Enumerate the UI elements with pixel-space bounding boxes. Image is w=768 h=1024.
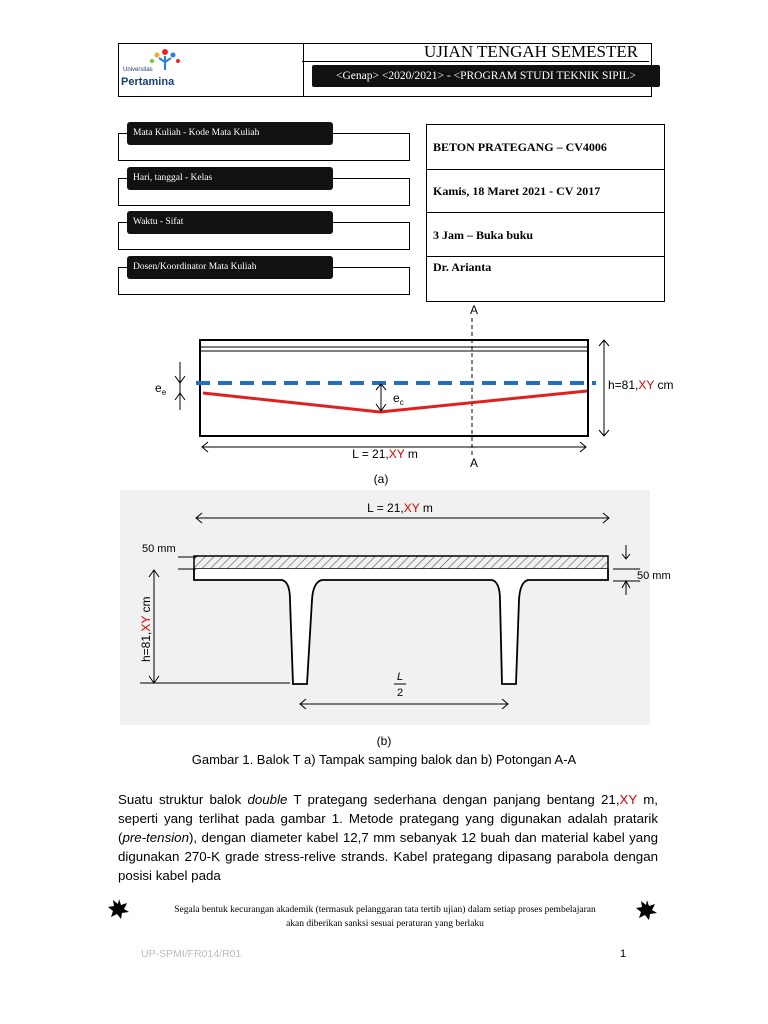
- figure-caption: Gambar 1. Balok T a) Tampak samping balok dan b) Potongan A-A: [191, 752, 577, 767]
- lecturer-value: Dr. Arianta: [433, 260, 492, 274]
- note-line-1: Segala bentuk kecurangan akademik (termasuk pelanggaran tata tertib ujian) dalam setiap proses pembelajaran: [174, 905, 596, 915]
- b-right-dim: 50 mm: [637, 570, 671, 582]
- time-value: 3 Jam – Buka buku: [427, 213, 664, 257]
- length-label: L = 21,XY m: [352, 447, 418, 461]
- ee-label: $e_e$: [155, 381, 167, 397]
- b-half-den: 2: [396, 687, 404, 699]
- university-logo: [119, 44, 304, 96]
- section-label-bottom: A: [469, 456, 479, 470]
- footer-ornament-left-icon: [108, 898, 130, 920]
- figure-a-tag: (a): [373, 472, 389, 486]
- question-paragraph: Suatu struktur balok double T prategang sederhana dengan panjang bentang 21,XY m, seperti yang terlihat pada gambar 1. Metode prategang yang digunakan adalah pratarik (pre-tension), dengan diameter kabel 12,7 mm sebanyak 12 buah dan material kabel yang digunakan 270-K grade stress-relive strands. Kabel prategang dipasang parabola dengan posisi kabel pada: [118, 792, 658, 883]
- b-top-left-dim: 50 mm: [142, 543, 176, 555]
- header-divider: [302, 61, 649, 62]
- date-value: Kamis, 18 Maret 2021 - CV 2017: [427, 170, 664, 213]
- figure-b-tag: (b): [376, 734, 392, 748]
- b-half-num: L: [396, 671, 404, 683]
- footer-ornament-right-icon: [636, 899, 658, 921]
- b-height-label: h=81,XY cm: [139, 596, 153, 662]
- beam-outline: [200, 340, 588, 436]
- height-label: h=81,XY cm: [608, 378, 674, 392]
- lecturer-label: Dosen/Koordinator Mata Kuliah: [127, 256, 333, 279]
- page-number: 1: [620, 948, 627, 960]
- semester-bar: <Genap> <2020/2021> - <PROGRAM STUDI TEKNIK SIPIL>: [312, 65, 660, 87]
- section-label-top: A: [469, 303, 479, 317]
- document-code: UP-SPMI/FR014/R01: [141, 948, 242, 960]
- date-label: Hari, tanggal - Kelas: [127, 167, 333, 190]
- exam-title: UJIAN TENGAH SEMESTER: [424, 42, 639, 61]
- figure-b-cross-section: [0, 490, 768, 752]
- logo-name: Pertamina: [121, 76, 175, 88]
- logo-small-text: Universitas: [123, 67, 153, 73]
- figure-a-side-view: [0, 300, 768, 490]
- b-length-label: L = 21,XY m: [367, 501, 433, 515]
- figure-b-background: [120, 490, 650, 725]
- academic-integrity-note: [150, 903, 620, 931]
- topping-slab: [194, 556, 608, 569]
- time-label: Waktu - Sifat: [127, 211, 333, 234]
- info-values-table: [426, 124, 665, 302]
- ec-label: $e_c$: [393, 391, 404, 407]
- note-line-2: akan diberikan sanksi sesuai peraturan yang berlaku: [286, 919, 484, 929]
- course-label: Mata Kuliah - Kode Mata Kuliah: [127, 122, 333, 145]
- course-value: BETON PRATEGANG – CV4006: [427, 125, 664, 170]
